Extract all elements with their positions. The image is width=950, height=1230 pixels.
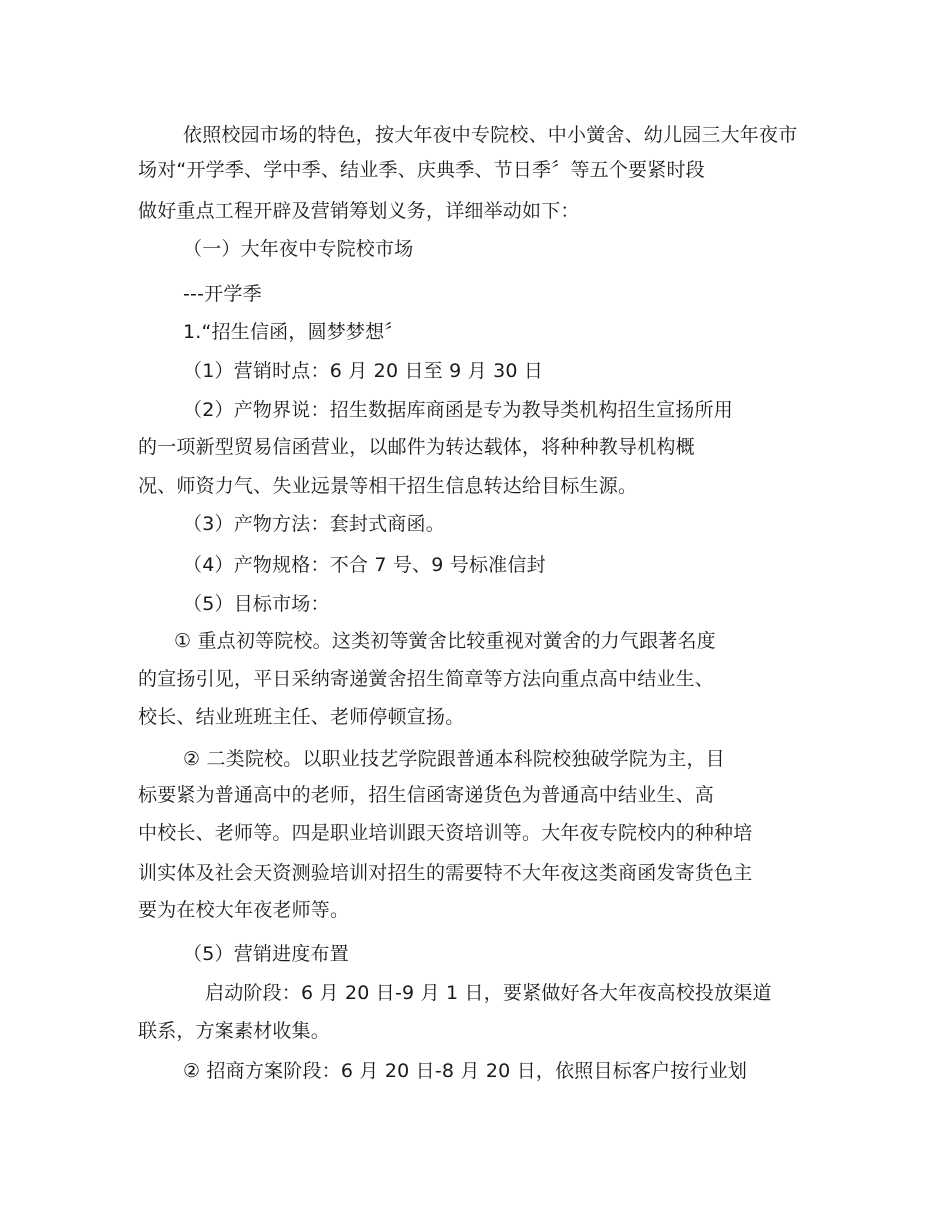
paragraph-line: 的一项新型贸易信函营业，以邮件为转达载体，将种种教导机构概 bbox=[138, 436, 695, 458]
paragraph-line: 联系，方案素材收集。 bbox=[138, 1020, 331, 1042]
paragraph-line: ② 二类院校。以职业技艺学院跟普通本科院校独破学院为主，目 bbox=[183, 748, 725, 770]
paragraph-line: （5）目标市场： bbox=[183, 593, 330, 615]
paragraph-line: ① 重点初等院校。这类初等黉舍比较重视对黉舍的力气跟著名度 bbox=[174, 630, 716, 652]
paragraph-line: 要为在校大年夜老师等。 bbox=[138, 899, 350, 921]
paragraph-line: ② 招商方案阶段：6 月 20 日-8 月 20 日，依照目标客户按行业划 bbox=[183, 1060, 748, 1082]
paragraph-line: （4）产物规格：不合 7 号、9 号标准信封 bbox=[183, 554, 546, 576]
paragraph-line: （3）产物方法：套封式商函。 bbox=[183, 513, 445, 535]
subsection-heading: ---开学季 bbox=[183, 283, 262, 305]
paragraph-line: （2）产物界说：招生数据库商函是专为教导类机构招生宣扬所用 bbox=[183, 399, 733, 421]
item-heading: 1.“招生信函，圆梦梦想〞 bbox=[183, 321, 404, 343]
paragraph-line: （5）营销进度布置 bbox=[183, 943, 349, 965]
paragraph-line: 校长、结业班班主任、老师停顿宣扬。 bbox=[138, 706, 465, 728]
paragraph-line: 的宣扬引见，平日采纳寄递黉舍招生简章等方法向重点高中结业生、 bbox=[138, 668, 715, 690]
paragraph-line: 中校长、老师等。四是职业培训跟天资培训等。大年夜专院校内的种种培 bbox=[138, 822, 753, 844]
paragraph-line: 依照校园市场的特色，按大年夜中专院校、中小黉舍、幼儿园三大年夜市 bbox=[183, 124, 798, 146]
paragraph-line: 做好重点工程开辟及营销筹划义务，详细举动如下： bbox=[138, 200, 580, 222]
paragraph-line: 况、师资力气、失业远景等相干招生信息转达给目标生源。 bbox=[138, 475, 638, 497]
paragraph-line: （1）营销时点：6 月 20 日至 9 月 30 日 bbox=[183, 360, 544, 382]
paragraph-line: 标要紧为普通高中的老师，招生信函寄递货色为普通高中结业生、高 bbox=[138, 784, 715, 806]
section-heading: （一）大年夜中专院校市场 bbox=[183, 238, 414, 260]
paragraph-line: 训实体及社会天资测验培训对招生的需要特不大年夜这类商函发寄货色主 bbox=[138, 862, 753, 884]
paragraph-line: 场对“开学季、学中季、结业季、庆典季、节日季〞等五个要紧时段 bbox=[138, 159, 705, 181]
paragraph-line: 启动阶段：6 月 20 日-9 月 1 日，要紧做好各大年夜高校投放渠道 bbox=[205, 982, 772, 1004]
